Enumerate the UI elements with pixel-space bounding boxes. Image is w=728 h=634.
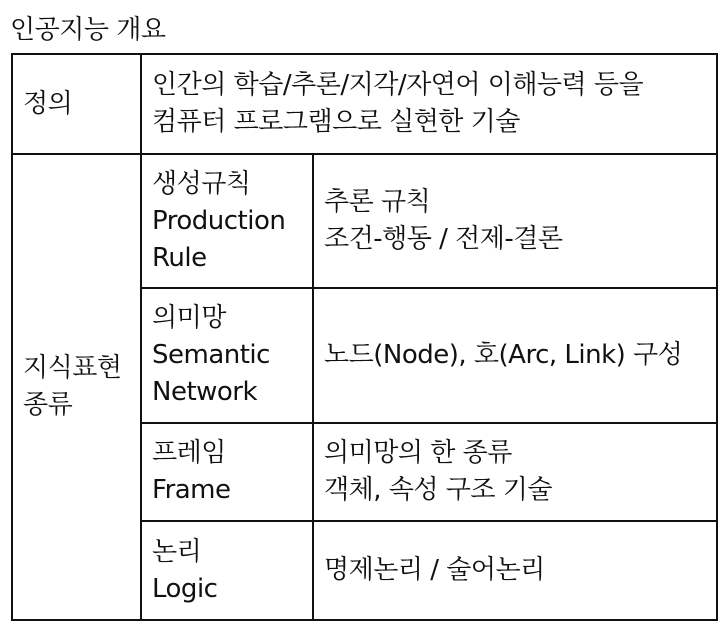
desc-line: 객체, 속성 구조 기술 (324, 475, 552, 505)
knowledge-label-line-2: 종류 (23, 390, 73, 420)
type-name-english: Logic (152, 573, 218, 604)
type-cell-frame (141, 423, 313, 521)
type-cell-logic (141, 521, 313, 620)
ai-overview-table (11, 53, 718, 621)
type-name-english: Rule (152, 242, 207, 273)
type-name-english: Frame (152, 475, 231, 505)
type-cell-semantic-network (141, 288, 313, 423)
type-name-korean: 생성규칙 (152, 168, 251, 199)
page-title: 인공지능 개요 (10, 15, 166, 45)
desc-cell-production-rule (313, 154, 717, 288)
desc-line: 추론 규칙 (324, 187, 431, 217)
definition-label: 정의 (23, 88, 73, 119)
desc-line: 조건-행동 / 전제-결론 (324, 224, 563, 254)
knowledge-label-cell (12, 154, 141, 620)
type-name-english: Network (152, 377, 258, 407)
definition-line-2: 컴퓨터 프로그램으로 실현한 기술 (152, 107, 520, 137)
type-name-english: Semantic (152, 340, 270, 370)
desc-cell-semantic-network (313, 288, 717, 423)
type-name-korean: 논리 (152, 536, 202, 567)
type-cell-production-rule (141, 154, 313, 288)
definition-text-cell (141, 54, 717, 154)
definition-label-cell (12, 54, 141, 154)
table-row-definition (12, 54, 717, 154)
definition-line-1: 인간의 학습/추론/지각/자연어 이해능력 등을 (152, 70, 644, 100)
table-row-production-rule (12, 154, 717, 288)
type-name-korean: 프레임 (152, 438, 226, 468)
type-name-korean: 의미망 (152, 303, 226, 333)
desc-cell-logic (313, 521, 717, 620)
desc-cell-frame (313, 423, 717, 521)
desc-line: 노드(Node), 호(Arc, Link) 구성 (324, 340, 683, 370)
desc-line: 의미망의 한 종류 (324, 438, 512, 468)
type-name-english: Production (152, 205, 286, 236)
desc-line: 명제논리 / 술어논리 (324, 555, 545, 585)
knowledge-label-line-1: 지식표현 (23, 353, 122, 383)
